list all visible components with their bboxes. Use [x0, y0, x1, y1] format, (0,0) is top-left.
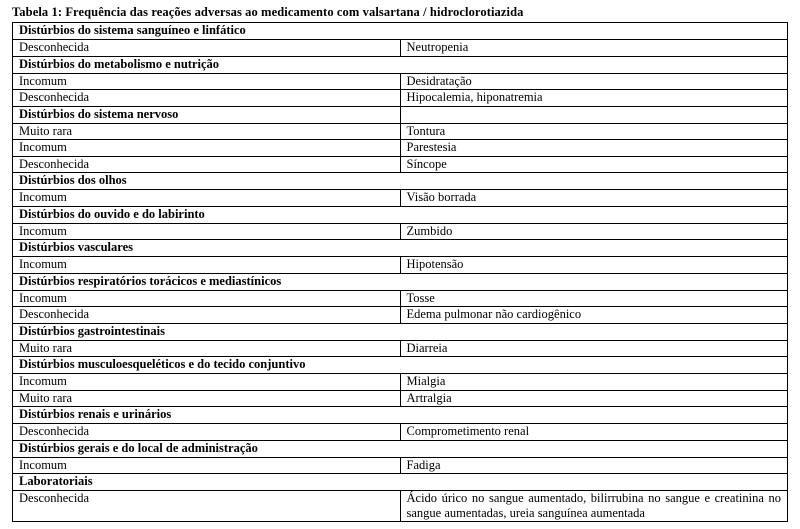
reaction-cell: Desidratação — [400, 73, 788, 90]
empty-cell — [400, 106, 788, 123]
table-row — [13, 190, 788, 207]
reaction-cell: Síncope — [400, 156, 788, 173]
table-row — [13, 340, 788, 357]
frequency-cell: Incomum — [13, 190, 401, 207]
reaction-cell: Ácido úrico no sangue aumentado, bilirrubina no sangue e creatinina no sangue aumentadas, ureia sanguínea aumentada — [400, 491, 788, 522]
table-row — [13, 257, 788, 274]
frequency-cell: Desconhecida — [13, 156, 401, 173]
section-header-row — [13, 440, 788, 457]
reaction-cell: Artralgia — [400, 390, 788, 407]
section-title: Distúrbios gastrointestinais — [13, 323, 788, 340]
table-row — [13, 223, 788, 240]
frequency-cell: Incomum — [13, 257, 401, 274]
section-header-row — [13, 273, 788, 290]
section-header-row — [13, 323, 788, 340]
section-header-row — [13, 56, 788, 73]
table-row — [13, 374, 788, 391]
table-row — [13, 424, 788, 441]
section-title: Distúrbios do sistema nervoso — [13, 106, 401, 123]
reaction-cell: Comprometimento renal — [400, 424, 788, 441]
section-header-row — [13, 357, 788, 374]
table-row — [13, 73, 788, 90]
table-row — [13, 140, 788, 157]
reaction-cell: Hipocalemia, hiponatremia — [400, 90, 788, 107]
reaction-cell: Edema pulmonar não cardiogênico — [400, 307, 788, 324]
reaction-cell: Fadiga — [400, 457, 788, 474]
section-header-row — [13, 23, 788, 40]
reaction-cell: Parestesia — [400, 140, 788, 157]
frequency-cell: Muito rara — [13, 340, 401, 357]
frequency-cell: Incomum — [13, 457, 401, 474]
frequency-cell: Desconhecida — [13, 424, 401, 441]
table-row — [13, 491, 788, 522]
frequency-cell: Desconhecida — [13, 90, 401, 107]
table-row — [13, 40, 788, 57]
reaction-cell: Tontura — [400, 123, 788, 140]
frequency-cell: Incomum — [13, 73, 401, 90]
section-title: Distúrbios do ouvido e do labirinto — [13, 206, 788, 223]
table-row — [13, 90, 788, 107]
section-header-row — [13, 240, 788, 257]
table-row — [13, 156, 788, 173]
section-header-row — [13, 173, 788, 190]
section-header-row — [13, 106, 788, 123]
frequency-cell: Incomum — [13, 374, 401, 391]
adverse-reactions-table — [12, 22, 788, 522]
reaction-cell: Tosse — [400, 290, 788, 307]
frequency-cell: Desconhecida — [13, 307, 401, 324]
reaction-cell: Neutropenia — [400, 40, 788, 57]
frequency-cell: Desconhecida — [13, 40, 401, 57]
section-title: Distúrbios dos olhos — [13, 173, 788, 190]
section-title: Distúrbios do metabolismo e nutrição — [13, 56, 788, 73]
table-row — [13, 457, 788, 474]
section-title: Distúrbios renais e urinários — [13, 407, 788, 424]
section-header-row — [13, 407, 788, 424]
table-row — [13, 307, 788, 324]
reaction-cell: Hipotensão — [400, 257, 788, 274]
section-header-row — [13, 474, 788, 491]
reaction-cell: Zumbido — [400, 223, 788, 240]
section-title: Laboratoriais — [13, 474, 788, 491]
section-title: Distúrbios respiratórios torácicos e mediastínicos — [13, 273, 788, 290]
section-title: Distúrbios musculoesqueléticos e do tecido conjuntivo — [13, 357, 788, 374]
frequency-cell: Incomum — [13, 140, 401, 157]
table-row — [13, 123, 788, 140]
section-header-row — [13, 206, 788, 223]
table-row — [13, 390, 788, 407]
table-row — [13, 290, 788, 307]
frequency-cell: Incomum — [13, 223, 401, 240]
section-title: Distúrbios gerais e do local de administração — [13, 440, 788, 457]
reaction-cell: Diarreia — [400, 340, 788, 357]
adverse-reactions-table-body — [13, 23, 788, 522]
reaction-cell: Mialgia — [400, 374, 788, 391]
reaction-cell: Visão borrada — [400, 190, 788, 207]
frequency-cell: Muito rara — [13, 123, 401, 140]
frequency-cell: Muito rara — [13, 390, 401, 407]
frequency-cell: Incomum — [13, 290, 401, 307]
table-caption: Tabela 1: Frequência das reações adversas ao medicamento com valsartana / hidroclorotiazida — [12, 5, 524, 19]
frequency-cell: Desconhecida — [13, 491, 401, 522]
section-title: Distúrbios do sistema sanguíneo e linfático — [13, 23, 788, 40]
section-title: Distúrbios vasculares — [13, 240, 788, 257]
